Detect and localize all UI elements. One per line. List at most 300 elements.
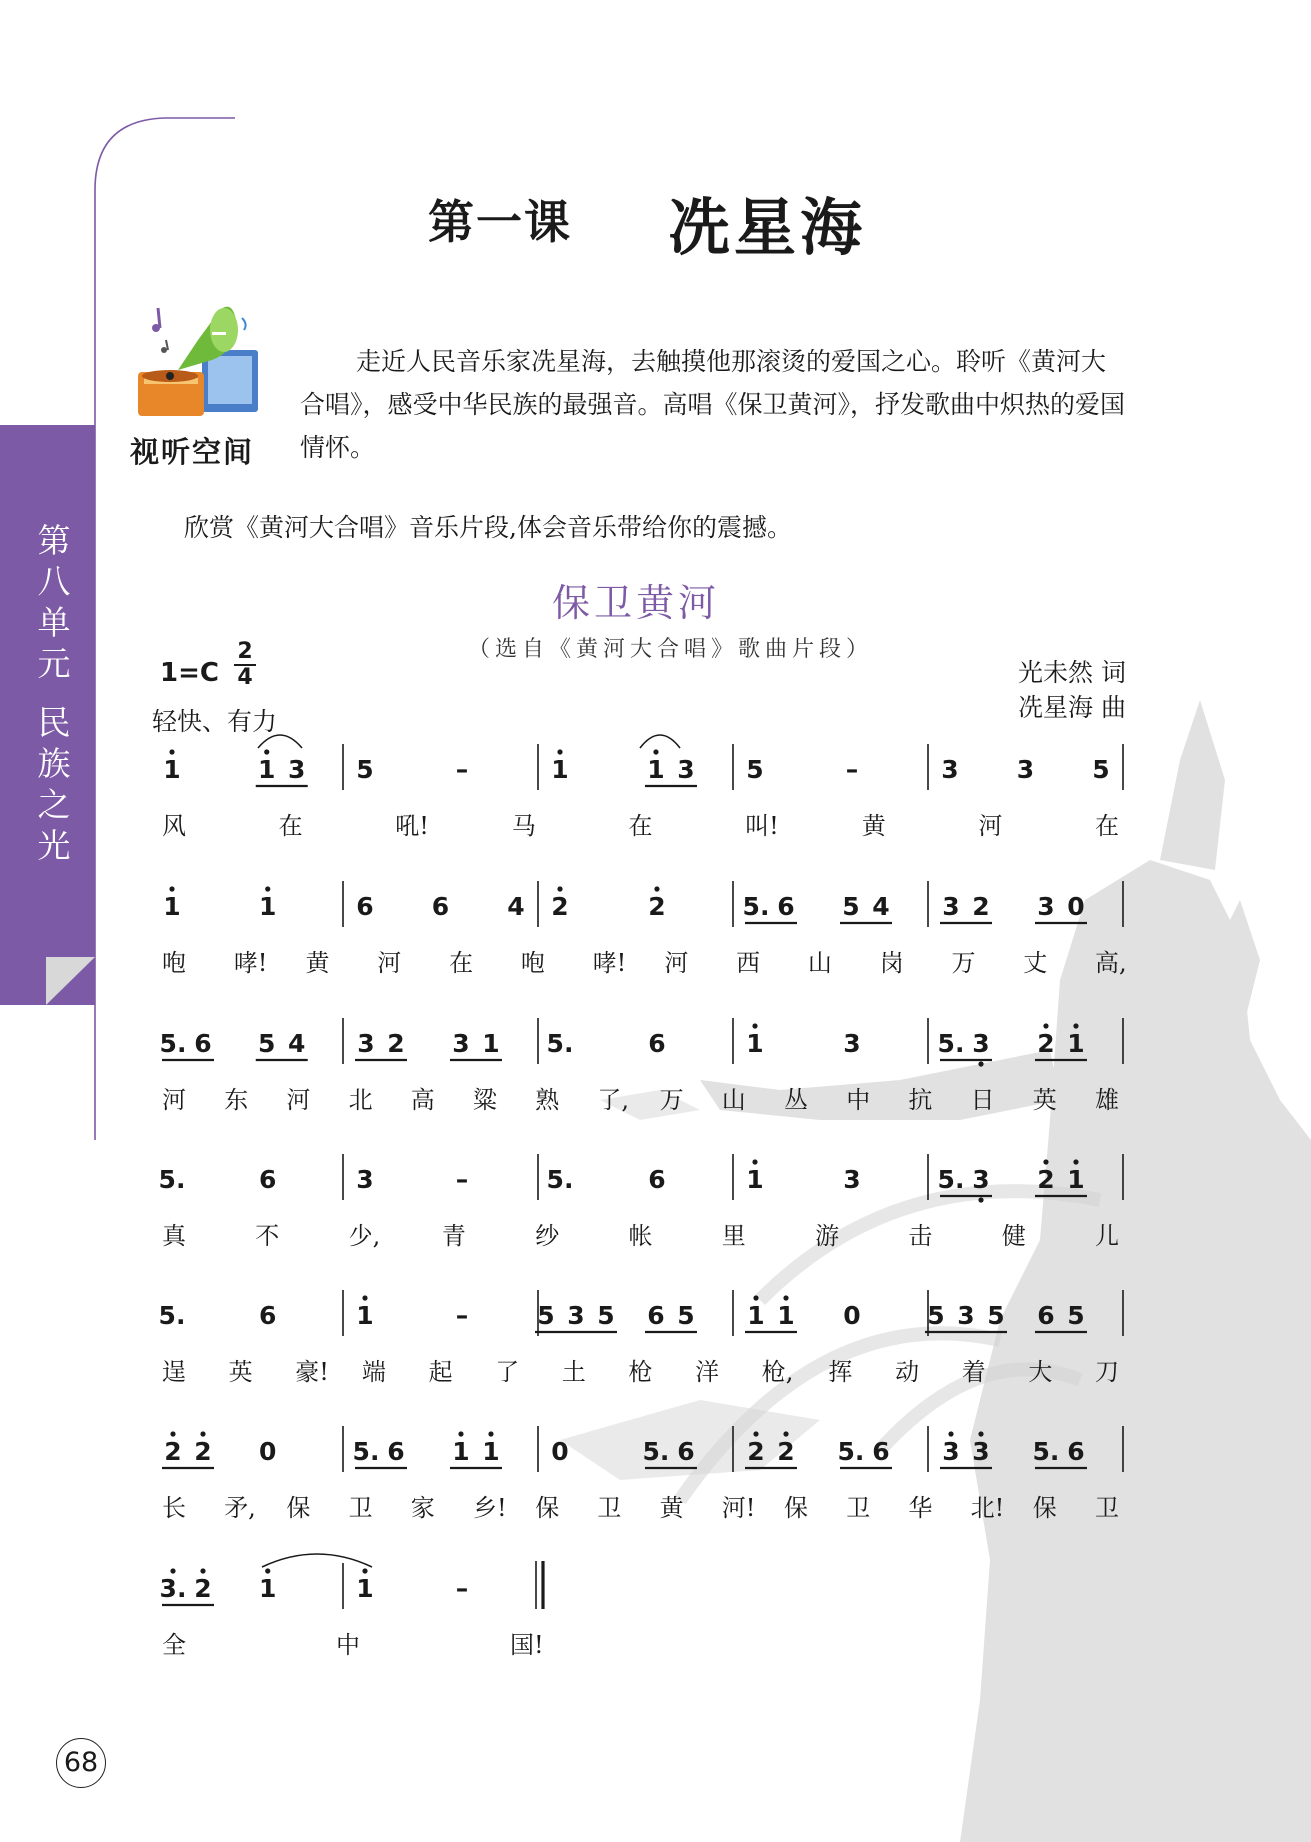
note-group [648,1165,665,1194]
note-group [432,892,449,921]
octave-dot-high [265,886,270,891]
lyric-syllable: 北! [970,1494,1005,1522]
note-group [746,755,763,784]
note: 4 [288,1029,306,1058]
note-group [938,1165,992,1203]
octave-dot-high [1043,1023,1048,1028]
note: 3 [843,1029,861,1058]
note: 5. [1032,1437,1060,1466]
note: 1 [259,1574,277,1603]
lyric-syllable: 游 [815,1222,840,1250]
note: 2 [972,892,990,921]
note-group [846,755,859,784]
note: 5 [1092,755,1110,784]
note-group [259,1301,276,1330]
note-group [259,1437,276,1466]
lyric-syllable: 卫 [348,1494,373,1522]
note-group [160,1029,214,1060]
note: 3 [972,1029,990,1058]
note: 4 [507,892,525,921]
note: 5. [642,1437,670,1466]
lyric-syllable: 洋 [695,1358,720,1386]
lyric-syllable: 高, [1095,949,1127,977]
note: 3 [843,1165,861,1194]
note-group [551,749,568,784]
octave-dot-high [170,1431,175,1436]
lyric-syllable: 着 [961,1358,986,1386]
note: 1 [163,892,181,921]
note-group [456,1165,469,1194]
lyric-syllable: 日 [970,1086,995,1114]
note-group [1035,1159,1087,1196]
note-group [456,1301,469,1330]
lyric-syllable: 挥 [828,1358,853,1386]
lyric-syllable: 吼! [395,812,429,840]
lyric-syllable: 河 [162,1086,186,1114]
note: – [455,1165,469,1194]
note: 1 [551,755,569,784]
note-group [353,1437,407,1468]
lyric-syllable: 帐 [628,1222,653,1250]
octave-dot-high [362,1568,367,1573]
note: 5 [537,1301,555,1330]
note-group [1035,892,1087,923]
lyric-syllable: 英 [228,1358,253,1386]
lyric-syllable: 中 [336,1631,360,1659]
lyric-syllable: 保 [535,1494,560,1522]
lyric-syllable: 端 [361,1358,386,1386]
note: 5 [356,755,374,784]
note-group [1033,1437,1087,1468]
note: 1 [1067,1029,1085,1058]
lyric-syllable: 土 [561,1358,586,1386]
lyric-syllable: 豪! [295,1358,329,1386]
note-group [648,1029,665,1058]
note: 6 [356,892,374,921]
lyric-syllable: 河 [377,949,402,977]
note: 0 [551,1437,569,1466]
note-group [547,1029,574,1058]
note: 6 [648,1029,666,1058]
note: 3 [972,1165,990,1194]
song-title: 保卫黄河 [552,581,721,625]
note: 3 [677,755,695,784]
octave-dot-high [752,1023,757,1028]
note-group [745,1295,797,1332]
lyric-syllable: 保 [1032,1494,1057,1522]
note-group [259,886,276,921]
note-group [1017,755,1034,784]
lyric-syllable: 黄 [305,949,330,977]
note: 6 [1067,1437,1085,1466]
lyric-syllable: 国! [510,1631,544,1659]
lyric-syllable: 叫! [745,812,779,840]
lyric-syllable: 在 [278,812,303,840]
note: 3. [159,1574,187,1603]
note-group [745,1431,797,1468]
lyric-syllable: 起 [428,1358,453,1386]
lyric-syllable: 保 [286,1494,311,1522]
octave-dot-high [265,1568,270,1573]
note: 5. [159,1029,187,1058]
note: 3 [942,892,960,921]
note: 5 [842,892,860,921]
lyric-syllable: 丈 [1023,949,1048,977]
note-group [450,1029,502,1060]
note: – [455,1574,469,1603]
note: 1 [482,1437,500,1466]
note: 4 [872,892,890,921]
note-group [940,892,992,923]
note: 6 [259,1301,277,1330]
note-group [456,1574,469,1603]
note: 2 [1037,1165,1055,1194]
lyric-syllable: 粱 [473,1086,497,1114]
note-group [843,1165,860,1194]
note: 5. [837,1437,865,1466]
lyric-syllable: 健 [1001,1222,1026,1250]
activity-instruction: 欣赏《黄河大合唱》音乐片段,体会音乐带给你的震撼。 [184,513,792,542]
note-group [356,755,373,784]
note: 2 [164,1437,182,1466]
note: 2 [194,1437,212,1466]
lyric-line [162,1086,1119,1114]
note-group [843,1301,860,1330]
octave-dot-high [654,886,659,891]
time-signature-bottom: 4 [234,664,256,690]
lyric-syllable: 在 [449,949,474,977]
note-group [547,1165,574,1194]
note: 3 [941,755,959,784]
note: 3 [942,1437,960,1466]
lyric-syllable: 河 [978,812,1003,840]
note: 1 [1067,1165,1085,1194]
note-group [356,1295,373,1330]
lyric-syllable: 枪, [761,1358,794,1386]
note-group [838,1437,892,1468]
lyric-syllable: 击 [908,1222,933,1250]
note-group [456,755,469,784]
note: 6 [677,1437,695,1466]
lyric-syllable: 抗 [908,1086,933,1114]
note: 5 [1067,1301,1085,1330]
note-group [643,1437,697,1468]
note: 1 [482,1029,500,1058]
composer-credit: 冼星海 曲 [1018,693,1126,722]
lyric-syllable: 在 [628,812,653,840]
note: – [455,755,469,784]
lyric-syllable: 里 [721,1222,746,1250]
lyric-syllable: 纱 [535,1222,560,1250]
lyric-syllable: 了, [597,1086,630,1114]
note: 0 [843,1301,861,1330]
lyric-syllable: 大 [1028,1358,1053,1386]
octave-dot-high [200,1568,205,1573]
note: 5 [258,1029,276,1058]
slur [258,735,302,748]
lyric-line [162,1494,1119,1522]
lyric-syllable: 岗 [879,949,904,977]
lyric-line [162,1631,544,1659]
lyric-syllable: 北 [348,1086,373,1114]
lyric-syllable: 咆 [162,949,186,977]
note-group [746,1023,763,1058]
note: 2 [387,1029,405,1058]
intro-paragraph: 走近人民音乐家冼星海，去触摸他那滚烫的爱国之心。聆听《黄河大合唱》，感受中华民族的最强音。高唱《保卫黄河》，抒发歌曲中炽热的爱国情怀。 [300,347,1126,462]
lyric-syllable: 黄 [659,1494,684,1522]
note: 6 [777,892,795,921]
octave-dot-high [752,1159,757,1164]
lyric-syllable: 山 [721,1086,746,1114]
octave-dot-high [362,1295,367,1300]
note-group [645,749,697,786]
note: 5. [937,1165,965,1194]
note: 1 [647,755,665,784]
octave-dot-high [264,749,269,754]
lyric-syllable: 全 [162,1631,186,1659]
note: 3 [972,1437,990,1466]
note: 3 [452,1029,470,1058]
lyric-syllable: 熟 [535,1086,560,1114]
note-group [450,1431,502,1468]
note-group [1035,1301,1087,1332]
note: 1 [356,1574,374,1603]
note: 5 [597,1301,615,1330]
octave-dot-high [557,749,562,754]
key-signature: 1=C [160,658,219,688]
note: 5. [937,1029,965,1058]
note: 5. [742,892,770,921]
time-signature-top: 2 [237,639,253,664]
slur [262,1554,372,1567]
note-group [163,886,180,921]
note: 5 [927,1301,945,1330]
note: 3 [1037,892,1055,921]
octave-dot-high [783,1295,788,1300]
octave-dot-high [1073,1023,1078,1028]
note-group [163,749,180,784]
note-group [648,886,665,921]
lyric-syllable: 少, [348,1222,381,1250]
note: 6 [259,1165,277,1194]
lyric-syllable: 西 [736,949,761,977]
octave-dot-high [200,1431,205,1436]
lyric-syllable: 保 [784,1494,808,1522]
lyric-syllable: 哮! [233,949,268,977]
lyric-syllable: 卫 [846,1494,871,1522]
note-group [843,1029,860,1058]
note-group [356,1568,373,1603]
octave-dot-high [170,1568,175,1573]
note: 6 [872,1437,890,1466]
lyric-syllable: 马 [511,812,536,840]
note: 2 [747,1437,765,1466]
note: 5. [158,1301,186,1330]
lyric-syllable: 丛 [784,1086,808,1114]
note-group [259,1165,276,1194]
lyric-syllable: 山 [807,949,832,977]
note: 5. [546,1165,574,1194]
octave-dot-low [978,1061,983,1066]
note: 1 [163,755,181,784]
note-group [743,892,797,923]
lyric-line [162,812,1119,840]
note: 6 [194,1029,212,1058]
lyric-syllable: 河 [664,949,689,977]
section-label: 视听空间 [130,435,255,469]
note: – [845,755,859,784]
note: 2 [1037,1029,1055,1058]
lyric-syllable: 卫 [597,1494,622,1522]
tempo-marking: 轻快、有力 [152,707,278,736]
note-group [645,1301,697,1332]
note: 6 [387,1437,405,1466]
note: 1 [452,1437,470,1466]
octave-dot-high [1073,1159,1078,1164]
note-group [162,1431,214,1468]
lyric-syllable: 万 [951,949,976,977]
note: 3 [288,755,306,784]
lyric-syllable: 逞 [162,1358,186,1386]
lyric-syllable: 刀 [1095,1358,1119,1386]
note: 1 [746,1029,764,1058]
lyric-syllable: 河 [286,1086,311,1114]
note-group [159,1165,186,1194]
lyric-syllable: 卫 [1095,1494,1119,1522]
octave-dot-high [653,749,658,754]
octave-dot-high [458,1431,463,1436]
note: 0 [1067,892,1085,921]
note: 1 [356,1301,374,1330]
note-group [355,1029,407,1060]
lyric-syllable: 中 [846,1086,871,1114]
song-source: （选自《黄河大合唱》歌曲片段） [468,637,874,662]
note: 5 [746,755,764,784]
octave-dot-high [557,886,562,891]
lyric-syllable: 高 [410,1086,435,1114]
lyric-syllable: 在 [1095,812,1119,840]
lyric-syllable: 哮! [592,949,627,977]
note-group [535,1301,617,1332]
lyric-syllable: 雄 [1095,1086,1119,1114]
note-group [507,892,524,921]
note-group [160,1568,214,1605]
lyric-syllable: 乡! [473,1494,507,1522]
note: 3 [1016,755,1035,784]
note: 5. [546,1029,574,1058]
octave-dot-high [753,1295,758,1300]
note: 5 [987,1301,1005,1330]
note: – [455,1301,469,1330]
lyric-line [162,949,1127,977]
lyric-syllable: 真 [162,1222,186,1250]
note: 3 [357,1029,375,1058]
octave-dot-high [169,886,174,891]
note: 1 [747,1301,765,1330]
note-group [356,892,373,921]
note: 1 [259,892,277,921]
note: 6 [647,1301,665,1330]
note-group [1092,755,1109,784]
note: 1 [258,755,276,784]
lesson-title: 冼星海 [668,191,867,264]
note: 5. [158,1165,186,1194]
lyric-syllable: 风 [162,812,186,840]
octave-dot-high [978,1431,983,1436]
note: 3 [957,1301,975,1330]
lyric-syllable: 不 [255,1222,280,1250]
lyric-line [162,1358,1119,1386]
note: 3 [567,1301,585,1330]
note: 2 [551,892,569,921]
note-group [938,1029,992,1067]
lyric-syllable: 矛, [224,1494,256,1522]
lyric-syllable: 长 [162,1494,186,1522]
note-group [1035,1023,1087,1060]
octave-dot-high [1043,1159,1048,1164]
octave-dot-high [948,1431,953,1436]
lyric-syllable: 万 [659,1086,684,1114]
note-group [551,886,568,921]
note-group [159,1301,186,1330]
note: 2 [648,892,666,921]
note: 6 [1037,1301,1055,1330]
note: 2 [777,1437,795,1466]
note: 3 [356,1165,374,1194]
note-group [746,1159,763,1194]
octave-dot-high [169,749,174,754]
note: 2 [194,1574,212,1603]
note-group [941,755,958,784]
octave-dot-high [753,1431,758,1436]
slur [640,735,680,748]
note: 5 [677,1301,695,1330]
note-group [940,1431,992,1468]
note: 1 [777,1301,795,1330]
lyricist-credit: 光未然 词 [1018,658,1126,687]
octave-dot-low [978,1197,983,1202]
note: 0 [259,1437,277,1466]
lyric-syllable: 黄 [861,812,886,840]
page-number: 68 [56,1738,106,1788]
octave-dot-high [488,1431,493,1436]
note-group [356,1165,373,1194]
lyric-syllable: 青 [441,1222,466,1250]
lyric-syllable: 东 [224,1086,249,1114]
lyric-syllable: 儿 [1095,1222,1119,1250]
lyric-syllable: 咆 [520,949,545,977]
octave-dot-high [783,1431,788,1436]
unit-name: 第八单元 [37,521,71,683]
note: 6 [431,892,450,921]
lyric-line [162,1222,1119,1250]
note-group [256,749,308,786]
unit-theme: 民族之光 [37,703,71,865]
note-group [925,1301,1007,1332]
lyric-syllable: 英 [1032,1086,1057,1114]
lesson-number: 第一课 [428,195,572,249]
lyric-syllable: 华 [908,1494,933,1522]
note: 5. [352,1437,380,1466]
note-group [256,1029,308,1060]
note: 6 [648,1165,666,1194]
lyric-syllable: 动 [895,1358,920,1386]
note-group [840,892,892,923]
lyric-syllable: 了 [495,1358,520,1386]
lyric-syllable: 枪 [628,1358,653,1386]
lyric-syllable: 河! [721,1494,756,1522]
note-group [259,1568,276,1603]
